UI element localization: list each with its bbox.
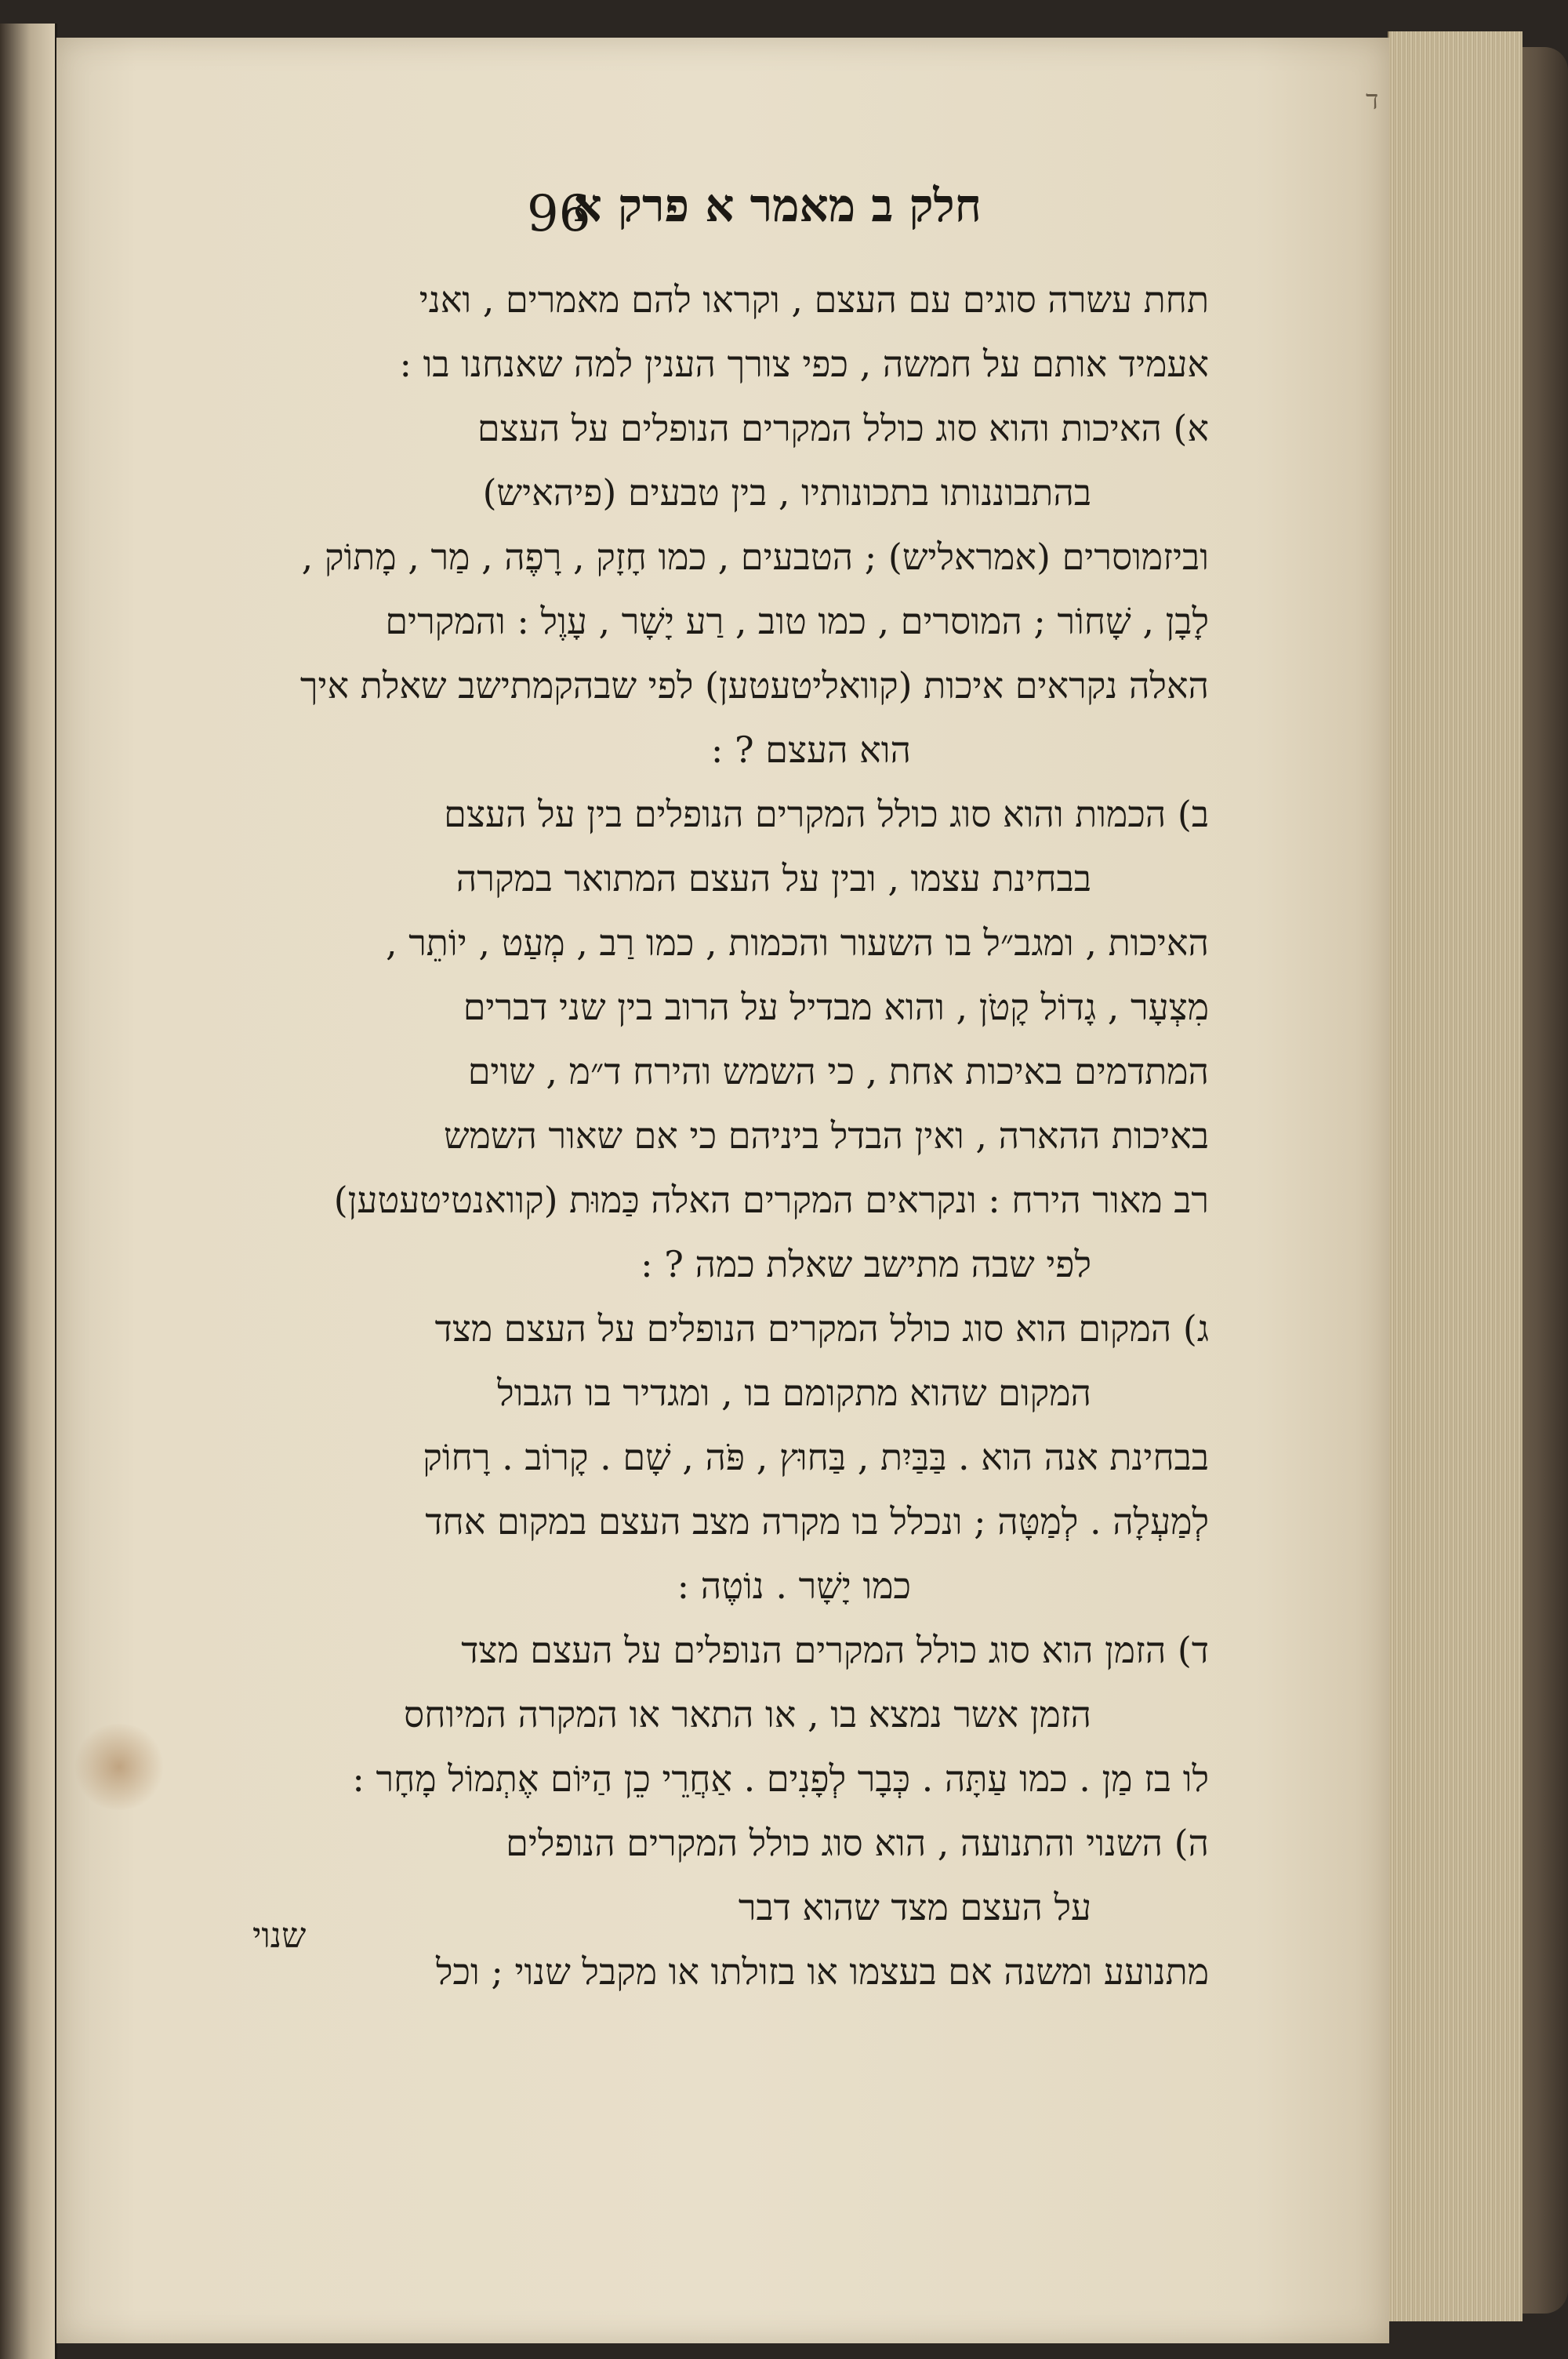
text-line: מתנועע ומשנה אם בעצמו או בזולתו או מקבל שנוי ; וכל xyxy=(435,1950,1209,1993)
text-line: הוא העצם ? : xyxy=(710,729,911,771)
text-line: א) האיכות והוא סוג כולל המקרים הנופלים על העצם xyxy=(477,407,1209,449)
text-line: אעמיד אותם על חמשה , כפי צורך הענין למה שאנחנו בו : xyxy=(399,343,1209,385)
text-line: ב) הכמות והוא סוג כולל המקרים הנופלים בין על העצם xyxy=(444,793,1209,835)
text-line: האלה נקראים איכות (קוואליטעטען) לפי שבהקמתישב שאלת איך xyxy=(299,664,1209,707)
text-line: המקום שהוא מתקומם בו , ומגדיר בו הגבול xyxy=(497,1372,1091,1414)
text-line: על העצם מצד שהוא דבר xyxy=(738,1886,1091,1928)
text-line: לְמַעְלָה . לְמַטָּה ; ונכלל בו מקרה מצב העצם במקום אחד xyxy=(425,1500,1209,1543)
left-page-edge xyxy=(0,24,57,2359)
main-text xyxy=(143,273,1209,2009)
text-line: ג) המקום הוא סוג כולל המקרים הנופלים על העצם מצד xyxy=(434,1307,1209,1350)
text-line: תחת עשרה סוגים עם העצם , וקראו להם מאמרים , ואני xyxy=(419,278,1209,321)
text-line: האיכות , ומגב״ל בו השעור והכמות , כמו רַב , מְעַט , יוֹתֵר , xyxy=(385,921,1209,964)
page-fore-edge xyxy=(1388,31,1523,2321)
text-line: בבחינת אנה הוא . בַּבַּיִת , בַּחוּץ , פֹּה , שָׁם . קָרוֹב . רָחוֹק xyxy=(423,1436,1209,1478)
text-line: לָבָן , שָׁחוֹר ; המוסרים , כמו טוב , רַע יָשָׁר , עָוֶל : והמקרים xyxy=(385,600,1209,642)
book-page xyxy=(56,38,1389,2343)
running-head xyxy=(527,179,1154,249)
catchword: שנוי xyxy=(252,1916,307,1956)
text-line: מִצְעָר , גָדוֹל קָטֹן , והוא מבדיל על הרוב בין שני דברים xyxy=(463,986,1209,1028)
page-number: 96 xyxy=(527,185,591,243)
text-line: לפי שבה מתישב שאלת כמה ? : xyxy=(641,1243,1091,1285)
text-line: ד) הזמן הוא סוג כולל המקרים הנופלים על העצם מצד xyxy=(461,1629,1209,1671)
text-line: וביזמוסרים (אמראליש) ; הטבעים , כמו חָזָק , רָפֶה , מַר , מָתוֹק , xyxy=(301,536,1209,578)
text-line: בהתבוננותו בתכונותיו , בין טבעים (פיהאיש) xyxy=(482,471,1091,514)
text-line: כמו יָשָׁר . נוֹטֶה : xyxy=(677,1565,911,1607)
running-title: חלק ב מאמר א פרק א xyxy=(572,179,982,232)
text-line: הזמן אשר נמצא בו , או התאר או המקרה המיוחס xyxy=(404,1693,1091,1736)
text-line: באיכות ההארה , ואין הבדל ביניהם כי אם שאור השמש xyxy=(443,1114,1209,1157)
text-line: רב מאור הירח : ונקראים המקרים האלה כַּמוּת (קוואנטיטעטען) xyxy=(333,1179,1209,1221)
text-line: בבחינת עצמו , ובין על העצם המתואר במקרה xyxy=(456,857,1091,900)
folio-mark: ד xyxy=(1366,85,1379,116)
text-line: המתדמים באיכות אחת , כי השמש והירח ד״מ , שוים xyxy=(467,1050,1209,1092)
text-line: לו בז מַן . כמו עַתָּה . כְּבָר לְפָנִים . אַחֲרֵי כֵן הַיּוֹם אֶתְמוֹל מָחָר : xyxy=(352,1757,1209,1800)
text-line: ה) השנוי והתנועה , הוא סוג כולל המקרים הנופלים xyxy=(506,1822,1209,1864)
